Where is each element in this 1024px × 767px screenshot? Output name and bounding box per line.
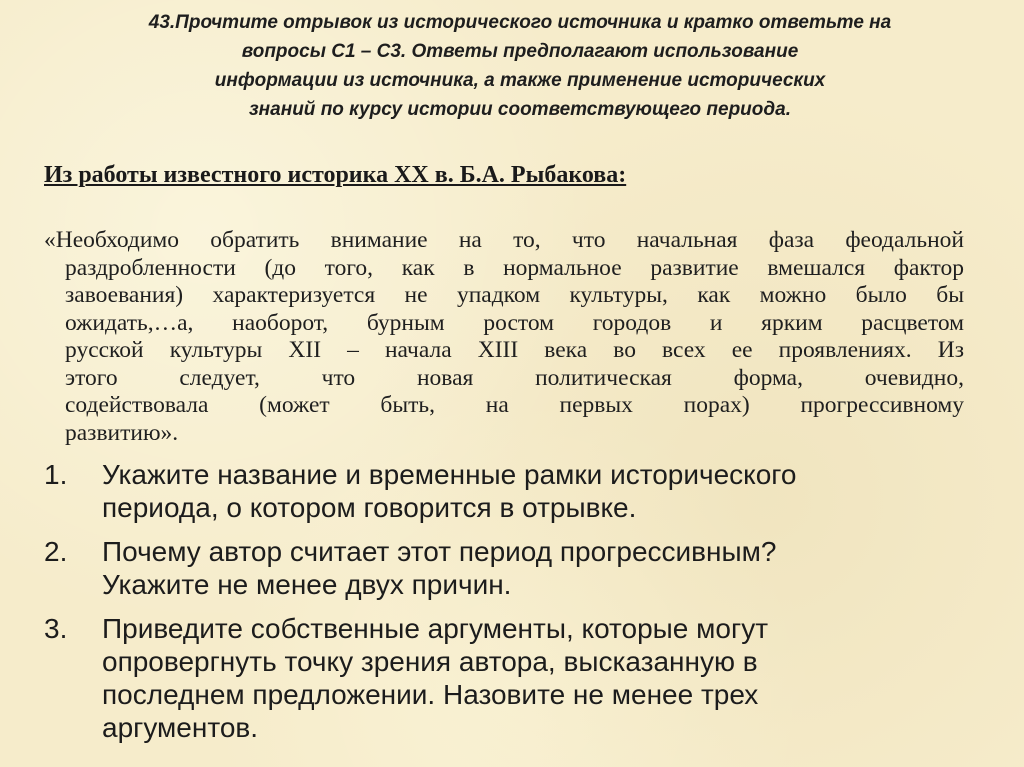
question-line: периода, о котором говорится в отрывке. (102, 492, 637, 523)
quote-line: русской культуры XII – начала XIII века во всех ее проявлениях. Из (65, 337, 964, 363)
question-number: 3. (44, 613, 68, 644)
task-line: информации из источника, а также применение исторических (214, 70, 826, 91)
question-line: аргументов. (102, 712, 259, 743)
question-line: Укажите название и временные рамки исторического (102, 459, 797, 490)
task-line: 43.Прочтите отрывок из исторического источника и кратко ответьте на (148, 12, 892, 33)
quote-line: развитию». (65, 419, 179, 446)
quote-line: раздробленности (до того, как в нормальное развитие вмешался фактор (65, 254, 964, 281)
question-item (44, 458, 974, 524)
quote-line: содействовала (может быть, на первых порах) прогрессивному (65, 392, 964, 418)
task-line: знаний по курсу истории соответствующего периода. (248, 99, 791, 120)
source-quote (44, 227, 964, 447)
questions-list (44, 458, 974, 755)
quote-line: ожидать,…а, наоборот, бурным ростом городов и ярким расцветом (65, 309, 964, 336)
question-line: последнем предложении. Назовите не менее трех (102, 679, 759, 710)
quote-line: этого следует, что новая политическая форма, очевидно, (65, 364, 964, 391)
question-text (102, 458, 974, 524)
source-heading: Из работы известного историка XX в. Б.А. Рыбакова: (44, 162, 627, 188)
question-line: Укажите не менее двух причин. (102, 569, 512, 600)
question-line: опровергнуть точку зрения автора, высказанную в (102, 646, 758, 677)
question-number: 1. (44, 459, 68, 490)
task-instructions (50, 8, 990, 124)
task-line: вопросы С1 – С3. Ответы предполагают использование (241, 41, 799, 62)
question-text (102, 612, 974, 744)
quote-line: «Необходимо обратить внимание на то, что начальная фаза феодальной (44, 227, 964, 253)
question-text (102, 535, 974, 601)
question-number: 2. (44, 536, 68, 567)
question-item (44, 612, 974, 744)
quote-line: завоевания) характеризуется не упадком культуры, как можно было бы (65, 282, 964, 308)
question-line: Приведите собственные аргументы, которые могут (102, 613, 769, 644)
question-item (44, 535, 974, 601)
question-line: Почему автор считает этот период прогрессивным? (102, 536, 777, 567)
